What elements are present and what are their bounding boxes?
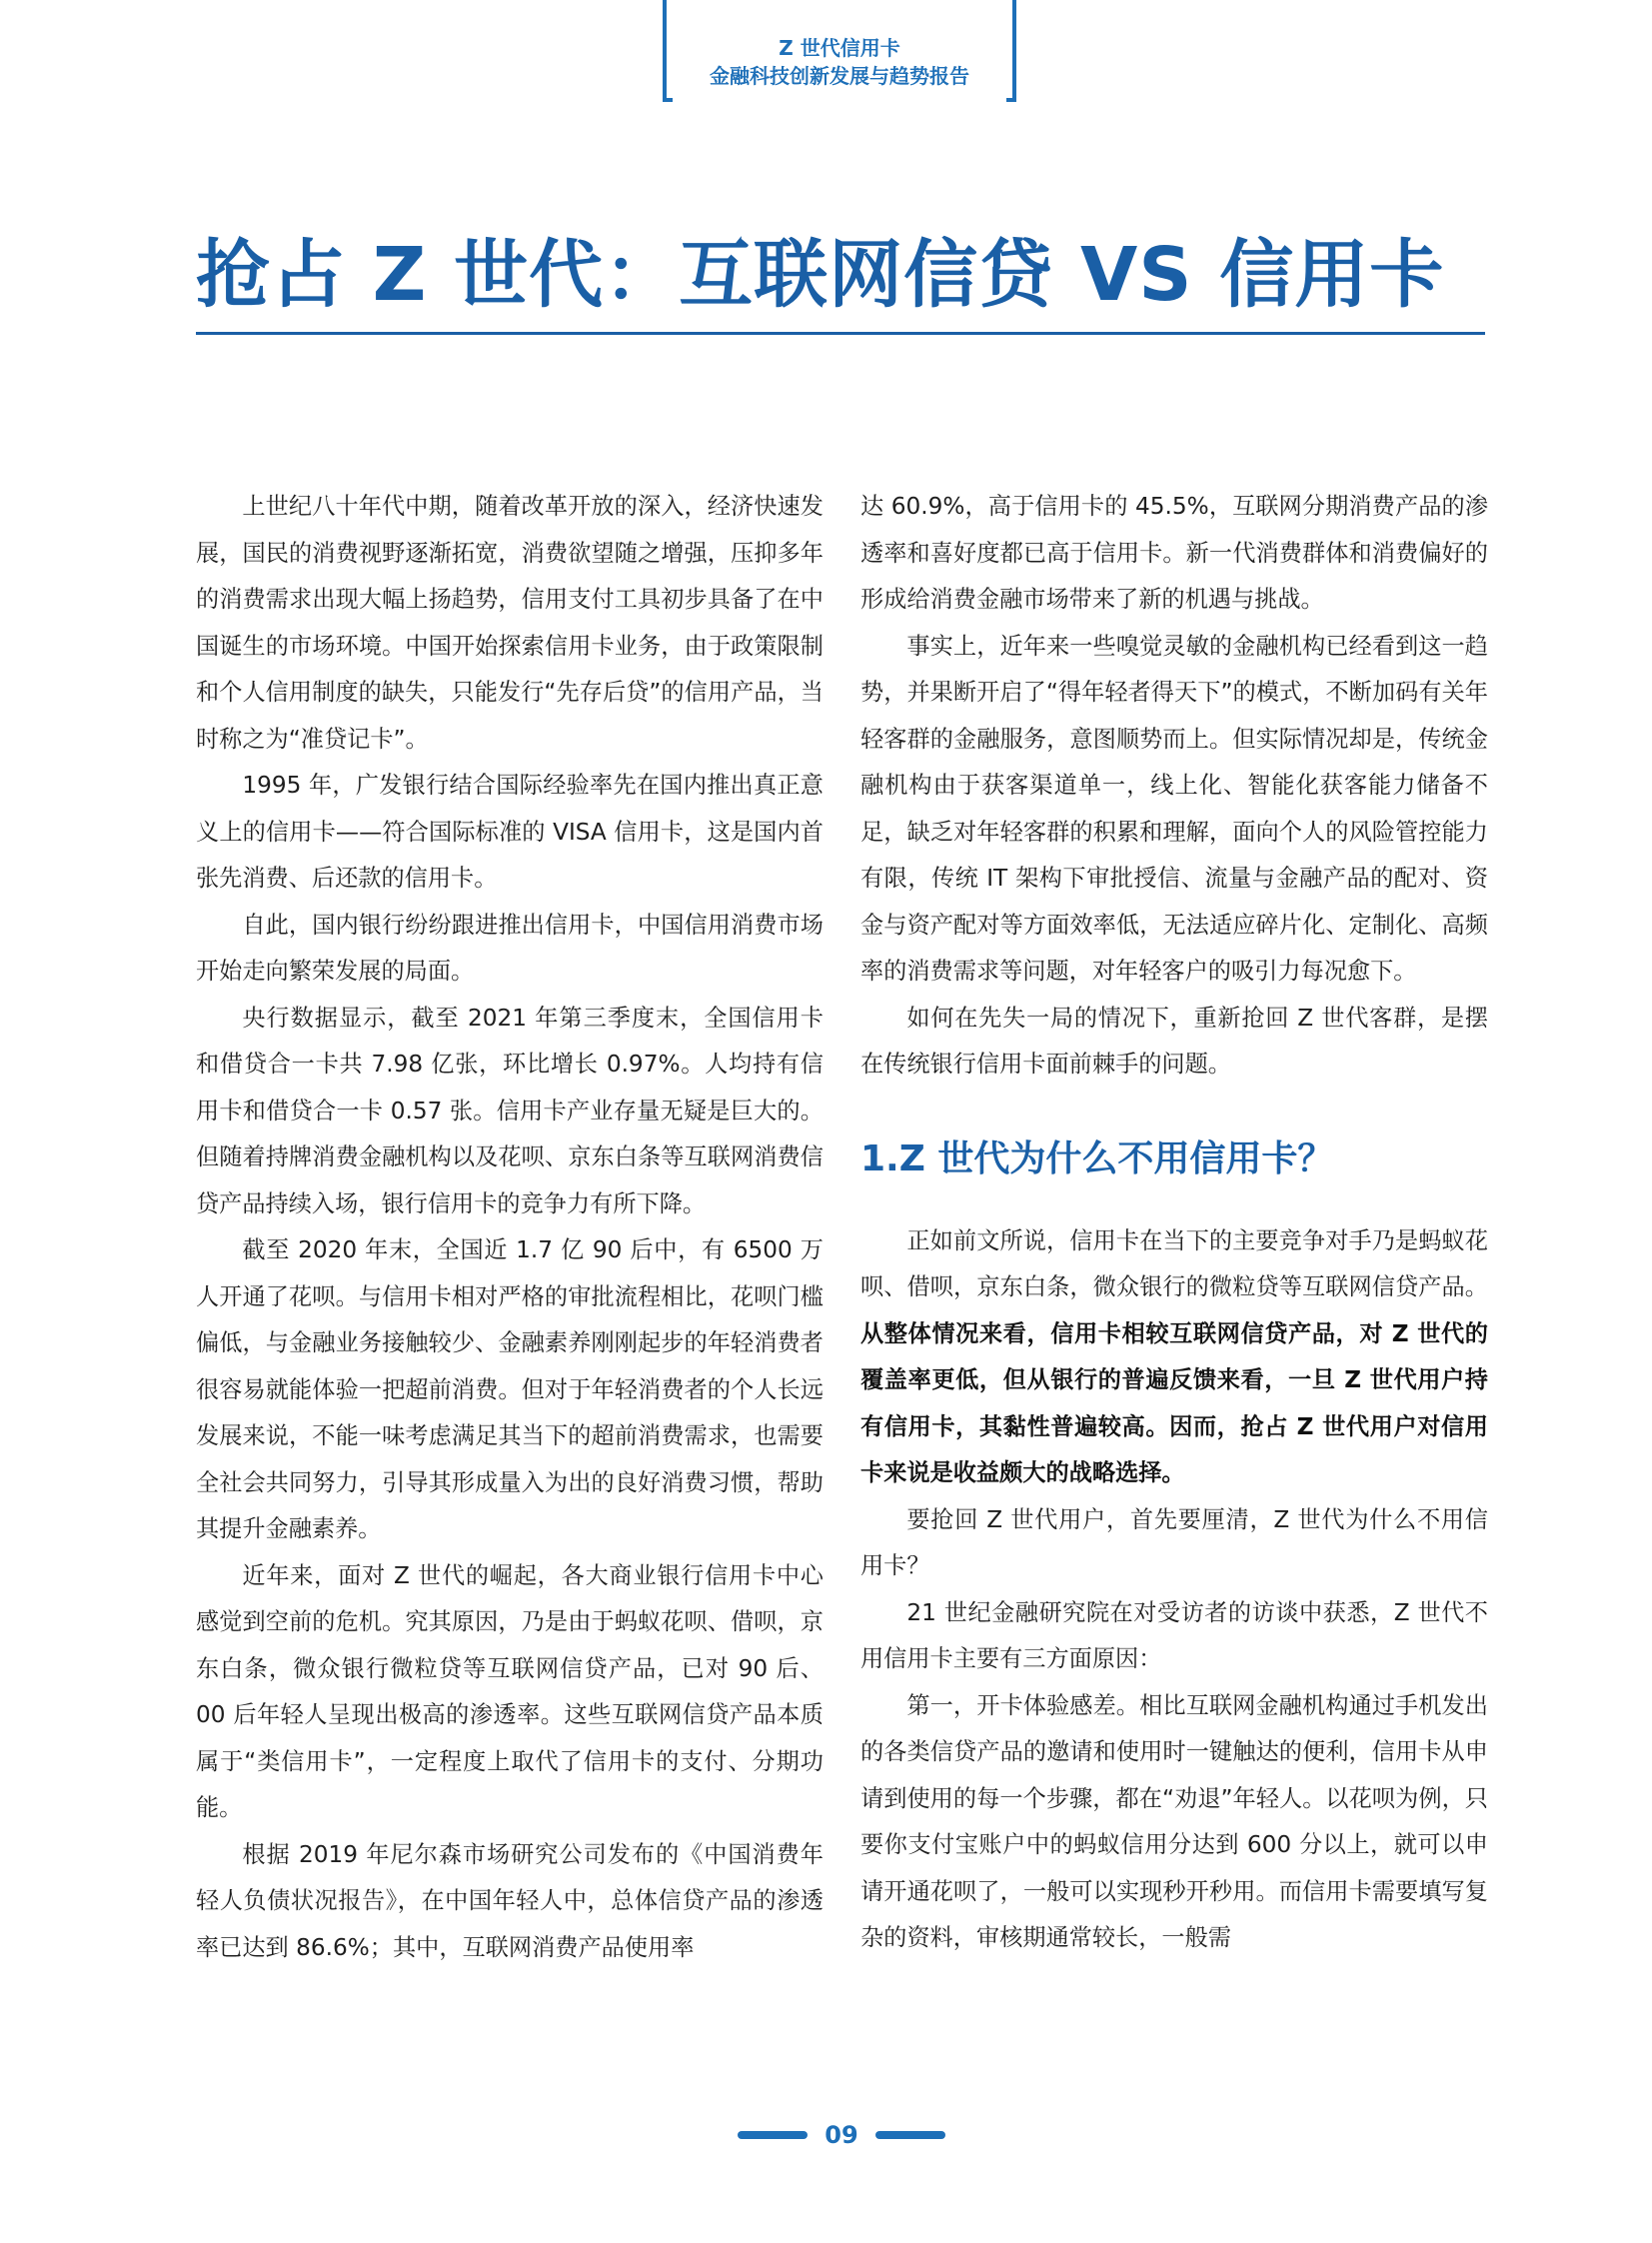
- paragraph: 1995 年，广发银行结合国际经验率先在国内推出真正意义上的信用卡——符合国际标准的 VISA 信用卡，这是国内首张先消费、后还款的信用卡。: [196, 772, 824, 892]
- page-number: 09: [825, 2121, 858, 2149]
- header-right-tick: [1006, 98, 1016, 102]
- paragraph: 根据 2019 年尼尔森市场研究公司发布的《中国消费年轻人负债状况报告》，在中国年轻人中，总体信贷产品的渗透率已达到 86.6%；其中，互联网消费产品使用率: [196, 1840, 824, 1961]
- paragraph: 央行数据显示，截至 2021 年第三季度末，全国信用卡和借贷合一卡共 7.98 亿张，环比增长 0.97%。人均持有信用卡和借贷合一卡 0.57 张。信用卡产业存量无疑是巨大的。但随着持牌消费金融机构以及花呗、京东白条等互联网消费信贷产品持续入场，银行信用卡的竞争力有所下降。: [196, 1004, 824, 1217]
- section-heading: 1.Z 世代为什么不用信用卡？: [860, 1137, 1334, 1179]
- paragraph-text: 正如前文所说，信用卡在当下的主要竞争对手乃是蚂蚁花呗、借呗，京东白条，微众银行的微粒贷等互联网信贷产品。: [860, 1226, 1488, 1300]
- header-left-tick: [663, 98, 673, 102]
- page-footer: [0, 2117, 1652, 2153]
- paragraph-with-emphasis: [860, 1218, 1488, 1497]
- paragraph: 要抢回 Z 世代用户，首先要厘清，Z 世代为什么不用信用卡？: [860, 1505, 1488, 1579]
- paragraph: 如何在先失一局的情况下，重新抢回 Z 世代客群，是摆在传统银行信用卡面前棘手的问题。: [860, 1004, 1488, 1078]
- paragraph: 自此，国内银行纷纷跟进推出信用卡，中国信用消费市场开始走向繁荣发展的局面。: [196, 911, 824, 985]
- right-column: [860, 484, 1488, 1962]
- paragraph: 上世纪八十年代中期，随着改革开放的深入，经济快速发展，国民的消费视野逐渐拓宽，消费欲望随之增强，压抑多年的消费需求出现大幅上扬趋势，信用支付工具初步具备了在中国诞生的市场环境。中国开始探索信用卡业务，由于政策限制和个人信用制度的缺失，只能发行“先存后贷”的信用产品，当时称之为“准贷记卡”。: [196, 493, 824, 753]
- footer-right-bar: [875, 2131, 945, 2139]
- title-divider: [196, 332, 1485, 335]
- paragraph: 21 世纪金融研究院在对受访者的访谈中获悉，Z 世代不用信用卡主要有三方面原因：: [860, 1598, 1488, 1672]
- header-report-title: 金融科技创新发展与趋势报告: [710, 64, 969, 88]
- emphasis-text: 从整体情况来看，信用卡相较互联网信贷产品，对 Z 世代的覆盖率更低，但从银行的普遍反馈来看，一旦 Z 世代用户持有信用卡，其黏性普遍较高。因而，抢占 Z 世代用户对信用卡来说是收益颇大的战略选择。: [860, 1319, 1488, 1486]
- footer-left-bar: [738, 2131, 808, 2139]
- left-column: [196, 484, 824, 1971]
- page-title: 抢占 Z 世代：互联网信贷 VS 信用卡: [196, 232, 1445, 318]
- paragraph-continued: 达 60.9%，高于信用卡的 45.5%，互联网分期消费产品的渗透率和喜好度都已高于信用卡。新一代消费群体和消费偏好的形成给消费金融市场带来了新的机遇与挑战。: [860, 493, 1488, 613]
- paragraph: 截至 2020 年末，全国近 1.7 亿 90 后中，有 6500 万人开通了花呗。与信用卡相对严格的审批流程相比，花呗门槛偏低，与金融业务接触较少、金融素养刚刚起步的年轻消费者很容易就能体验一把超前消费。但对于年轻消费者的个人长远发展来说，不能一味考虑满足其当下的超前消费需求，也需要全社会共同努力，引导其形成量入为出的良好消费习惯，帮助其提升金融素养。: [196, 1236, 824, 1542]
- header-series-title: Z 世代信用卡: [779, 36, 900, 60]
- paragraph: 事实上，近年来一些嗅觉灵敏的金融机构已经看到这一趋势，并果断开启了“得年轻者得天下”的模式，不断加码有关年轻客群的金融服务，意图顺势而上。但实际情况却是，传统金融机构由于获客渠道单一，线上化、智能化获客能力储备不足，缺乏对年轻客群的积累和理解，面向个人的风险管控能力有限，传统 IT 架构下审批授信、流量与金融产品的配对、资金与资产配对等方面效率低，无法适应碎片化、定制化、高频率的消费需求等问题，对年轻客户的吸引力每况愈下。: [860, 632, 1488, 985]
- paragraph: 近年来，面对 Z 世代的崛起，各大商业银行信用卡中心感觉到空前的危机。究其原因，乃是由于蚂蚁花呗、借呗，京东白条，微众银行微粒贷等互联网信贷产品，已对 90 后、00 后年轻人呈现出极高的渗透率。这些互联网信贷产品本质属于“类信用卡”，一定程度上取代了信用卡的支付、分期功能。: [196, 1561, 824, 1821]
- paragraph: 第一，开卡体验感差。相比互联网金融机构通过手机发出的各类信贷产品的邀请和使用时一键触达的便利，信用卡从申请到使用的每一个步骤，都在“劝退”年轻人。以花呗为例，只要你支付宝账户中的蚂蚁信用分达到 600 分以上，就可以申请开通花呗了，一般可以实现秒开秒用。而信用卡需要填写复杂的资料，审核期通常较长，一般需: [860, 1691, 1488, 1951]
- header-tab: [663, 0, 1016, 98]
